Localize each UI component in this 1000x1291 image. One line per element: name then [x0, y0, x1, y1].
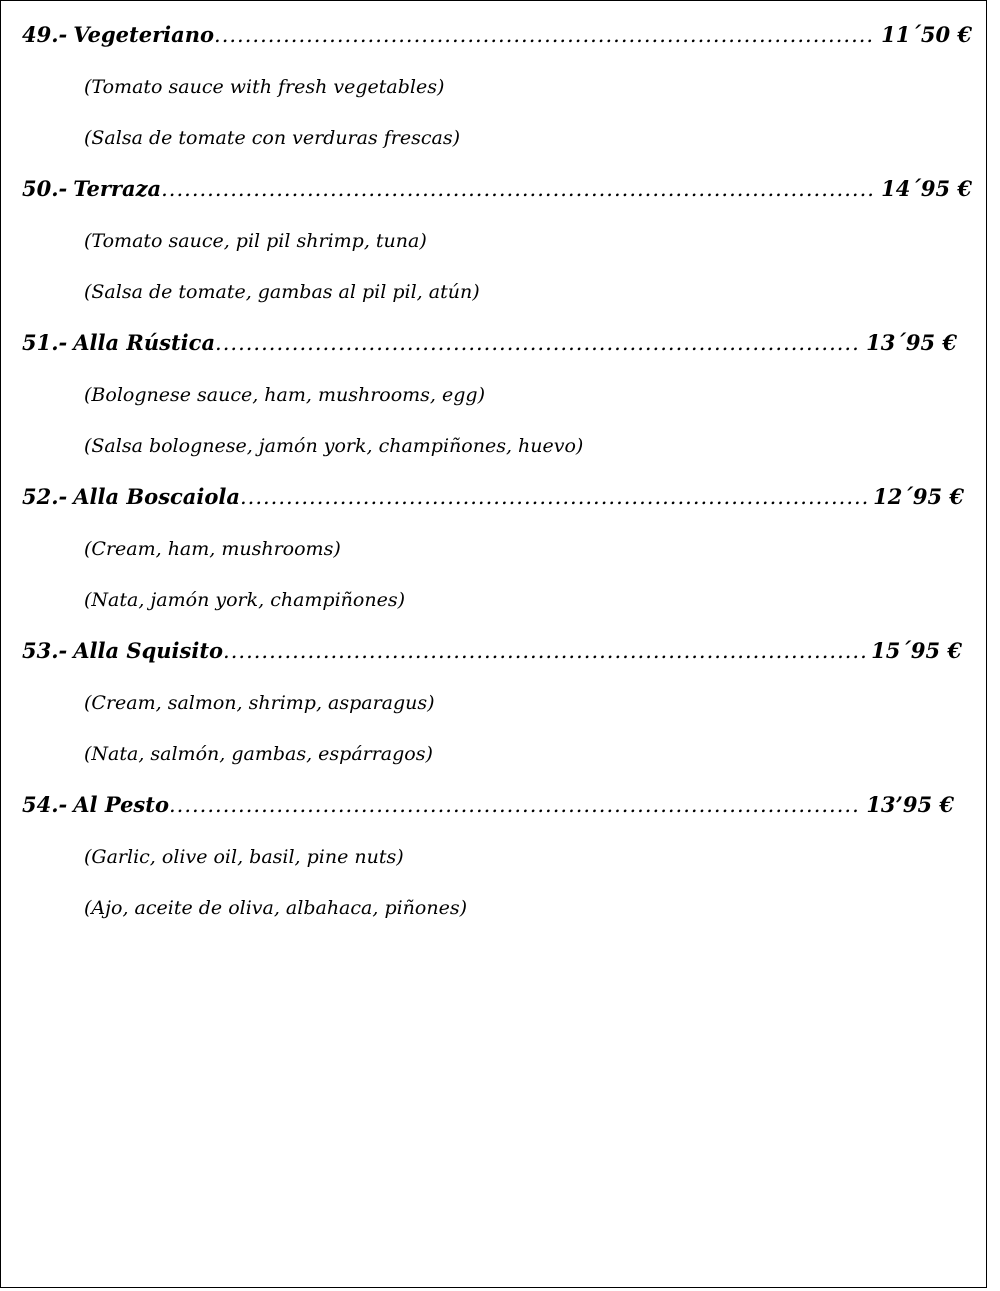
menu-item-row	[22, 17, 972, 69]
menu-item-row	[22, 633, 962, 685]
item-price: 15´95 €	[871, 638, 962, 663]
item-price: 13’95 €	[866, 792, 954, 817]
menu-list	[22, 17, 972, 941]
menu-item-54	[22, 787, 972, 941]
item-price: 11´50 €	[881, 22, 972, 47]
dot-leader	[214, 17, 875, 53]
menu-item-51	[22, 325, 972, 479]
menu-item-row	[22, 325, 957, 377]
item-number: 54.-	[22, 792, 68, 817]
item-name: Alla Rústica	[73, 330, 216, 355]
item-name: Alla Squisito	[73, 638, 224, 663]
description-spanish: (Nata, salmón, gambas, espárragos)	[84, 743, 433, 765]
menu-item-50	[22, 171, 972, 325]
dot-leader	[169, 787, 860, 823]
menu-item-52	[22, 479, 972, 633]
menu-item-row	[22, 479, 964, 531]
description-english: (Garlic, olive oil, basil, pine nuts)	[84, 846, 404, 868]
item-number: 49.-	[22, 22, 68, 47]
item-name: Vegeteriano	[73, 22, 215, 47]
item-number: 50.-	[22, 176, 68, 201]
menu-item-row	[22, 787, 954, 839]
description-english: (Cream, ham, mushrooms)	[84, 538, 341, 560]
menu-item-53	[22, 633, 972, 787]
item-name: Al Pesto	[73, 792, 169, 817]
item-name: Alla Boscaiola	[73, 484, 240, 509]
item-name: Terraza	[73, 176, 162, 201]
description-english: (Cream, salmon, shrimp, asparagus)	[84, 692, 435, 714]
dot-leader	[161, 171, 875, 207]
item-price: 14´95 €	[881, 176, 972, 201]
description-spanish: (Ajo, aceite de oliva, albahaca, piñones)	[84, 897, 467, 919]
menu-item-49	[22, 17, 972, 171]
description-spanish: (Salsa de tomate con verduras frescas)	[84, 127, 460, 149]
description-spanish: (Salsa bolognese, jamón york, champiñones, huevo)	[84, 435, 584, 457]
item-price: 13´95 €	[866, 330, 957, 355]
dot-leader	[240, 479, 867, 515]
item-number: 51.-	[22, 330, 68, 355]
item-number: 52.-	[22, 484, 68, 509]
dot-leader	[223, 633, 865, 669]
description-spanish: (Salsa de tomate, gambas al pil pil, atún)	[84, 281, 480, 303]
description-english: (Tomato sauce with fresh vegetables)	[84, 76, 445, 98]
item-number: 53.-	[22, 638, 68, 663]
description-spanish: (Nata, jamón york, champiñones)	[84, 589, 405, 611]
description-english: (Bolognese sauce, ham, mushrooms, egg)	[84, 384, 485, 406]
item-price: 12´95 €	[873, 484, 964, 509]
dot-leader	[215, 325, 860, 361]
menu-item-row	[22, 171, 972, 223]
description-english: (Tomato sauce, pil pil shrimp, tuna)	[84, 230, 427, 252]
